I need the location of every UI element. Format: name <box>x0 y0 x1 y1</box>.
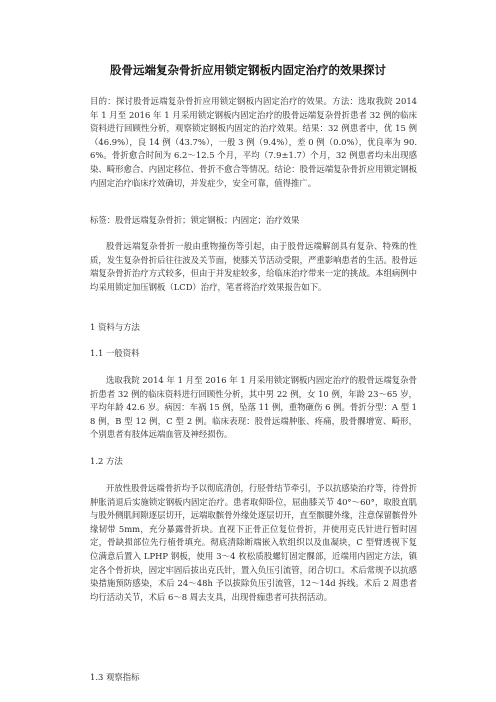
paper-title: 股骨远端复杂骨折应用锁定钢板内固定治疗的效果探讨 <box>110 63 386 77</box>
keywords-line: 标签：股骨远端复杂骨折；锁定钢板；内固定；治疗效果 <box>90 215 300 225</box>
general-info-paragraph: 选取我院 2014 年 1 月至 2016 年 1 月采用锁定钢板内固定治疗的股骨远端复杂骨折患者 32 例的临床资料进行回顾性分析，其中男 22 例，女 10 例，年龄 23～65 岁，平均年龄 42.6 岁。病因：车祸 15 例，坠落 11 例，重物砸伤 6 例。骨折分型：A 型 18 例，B 型 12 例，C 型 2 例。临床表现：股骨远端肿胀、疼痛，股骨髁增宽、畸形，个别患者有肢体远端血管及神经损伤。 <box>90 375 417 440</box>
section-heading-1: 1 资料与方法 <box>90 322 140 332</box>
section-heading-1-3: 1.3 观察指标 <box>90 672 140 682</box>
section-heading-1-2: 1.2 方法 <box>90 456 123 466</box>
method-paragraph: 开放性股骨远端骨折均予以彻底清创，行胫骨结节牵引，予以抗感染治疗等，待骨折肿胀消退后实施锁定钢板内固定治疗。患者取仰卧位，屈曲膝关节 40°～60°，取股直肌与股外侧肌间隙逐层切开，远端取髌骨外缘处逐层切开，直至髌腱外缘，注意保留髌骨外缘韧带 5mm，充分暴露骨折块。直视下正骨正位复位骨折，并使用克氏针进行暂时固定，骨缺损部位先行植骨填充。彻底清除断端嵌入软组织以及血凝块，C 型臂透视下复位满意后置入 LPHP 钢板，使用 3～4 枚松质股螺钉固定髁部，近端用内固定方法，镇定各个骨折块，固定牢固后拔出克氏针，置入负压引流管，闭合切口。术后常规予以抗感染措施预防感染，术后 24～48h 予以拔除负压引流管，12～14d 拆线。术后 2 周患者均行活动关节，术后 6～8 周去支具，出现骨痂患者可扶拐活动。 <box>90 483 417 602</box>
section-heading-1-1: 1.1 一般资料 <box>90 348 140 358</box>
intro-paragraph: 股骨远端复杂骨折一般由重物撞伤等引起，由于股骨远端解剖具有复杂、特殊的性质，发生复杂骨折后往往波及关节面，使膝关节活动受限，严重影响患者的生活。股骨远端复杂骨折治疗方式较多，但由于并发症较多，给临床治疗带来一定的挑战。本组病例中均采用锁定加压钢板（LCD）治疗，笔者将治疗效果报告如下。 <box>90 241 417 292</box>
abstract-paragraph: 目的：探讨股骨远端复杂骨折应用锁定钢板内固定治疗的效果。方法：选取我院 2014 年 1 月至 2016 年 1 月采用锁定钢板内固定治疗的股骨远端复杂骨折患者 32 例的临床资料进行回顾性分析，观察锁定钢板内固定的治疗效果。结果：32 例患者中，优 15 例（46.9%），良 14 例（43.7%），一般 3 例（9.4%），差 0 例（0.0%），优良率为 90.6%。骨折愈合时间为 6.2～12.5 个月，平均（7.9±1.7）个月，32 例患者均未出现感染、畸形愈合、内固定移位、骨折不愈合等情况。结论：股骨远端复杂骨折应用锁定钢板内固定治疗临床疗效确切，并发症少，安全可靠，值得推广。 <box>90 96 417 188</box>
